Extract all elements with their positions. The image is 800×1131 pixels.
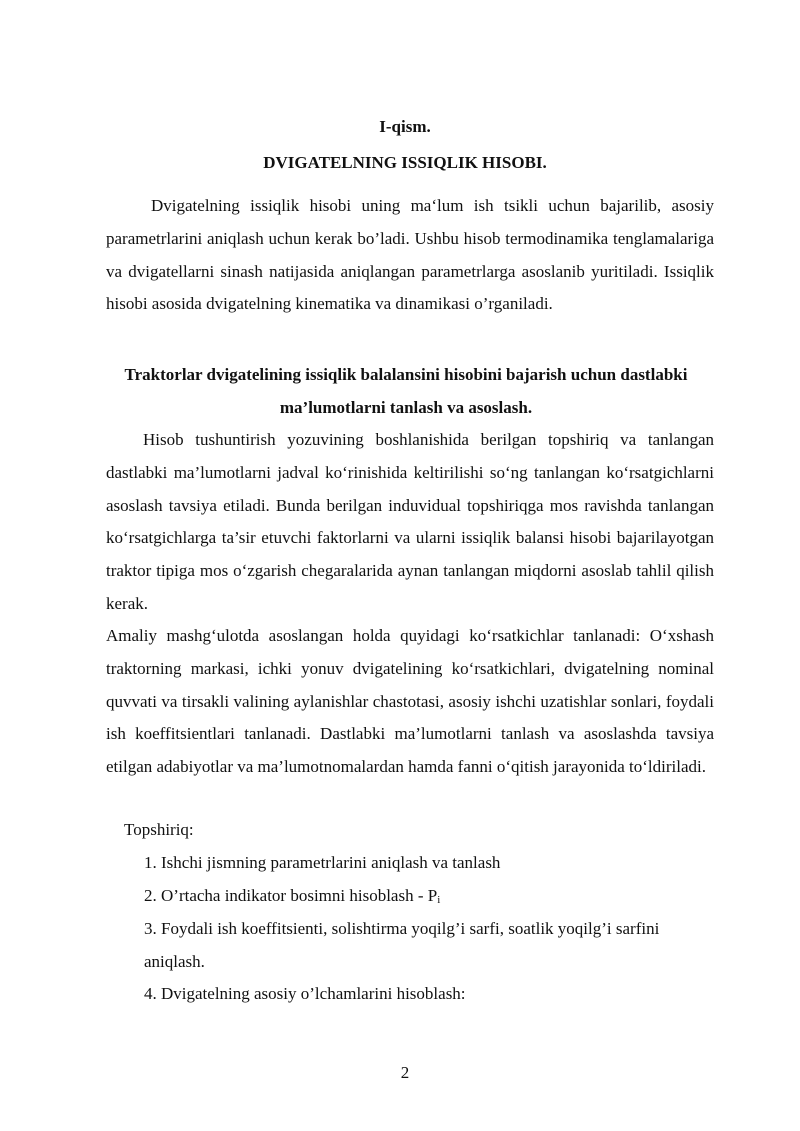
section-paragraph-2-text: Amaliy mashg‘ulotda asoslangan holda quyidagi ko‘rsatkichlar tanlanadi: O‘xshash traktorning markasi, ichki yonuv dvigatelining ko‘rsatkichlari, dvigatelning nominal quvvati va tirsakli valining aylanishlar chastotasi, asosiy ishchi uzatishlar sonlari, foydali ish koeffitsientlari tanlanadi. Dastlabki ma’lumotlarni tanlash va asoslashda tavsiya etilgan adabiyotlar va ma’lumotnomalardan hamda fanni o‘qitish jarayonida to‘ldiriladi.: [106, 626, 714, 777]
section-paragraph-1: [106, 424, 714, 621]
task-item-3: 3. Foydali ish koeffitsienti, solishtirma yoqilg’i sarfi, soatlik yoqilg’i sarfini aniqlash.: [144, 919, 660, 971]
intro-paragraph-text: Dvigatelning issiqlik hisobi uning ma‘lum ish tsikli uchun bajarilib, asosiy parametrlarini aniqlash uchun kerak bo’ladi. Ushbu hisob termodinamika tenglamalariga va dvigatellarni sinash natijasida aniqlangan parametrlarga asoslanib yuritiladi. Issiqlik hisobi asosida dvigatelning kinematika va dinamikasi o’rganiladi.: [106, 196, 714, 314]
task-item-1: 1. Ishchi jismning parametrlarini aniqlash va tanlash: [144, 853, 501, 872]
task-item-2-text: 2. O’rtacha indikator bosimni hisoblash - P: [144, 886, 438, 905]
section-heading: Traktorlar dvigatelining issiqlik balalansini hisobini bajarish uchun dastlabki ma’lumotlarni tanlash va asoslash.: [124, 365, 688, 417]
part-title: I-qism.: [379, 117, 431, 136]
task-item-4: 4. Dvigatelning asosiy o’lchamlarini hisoblash:: [144, 984, 466, 1003]
section-paragraph-2: [106, 620, 714, 784]
section-paragraph-1-text: Hisob tushuntirish yozuvining boshlanishida berilgan topshiriq va tanlangan dastlabki ma’lumotlarni jadval ko‘rinishida keltirilishi so‘ng tanlangan ko‘rsatgichlarni asoslash tavsiya etiladi. Bunda berilgan induvidual topshiriqga mos ravishda tanlangan ko‘rsatgichlarga ta’sir etuvchi faktorlarni va ularni issiqlik balansi hisobi bajarilayotgan traktor tipiga mos o‘zgarish chegaralarida aynan tanlangan miqdorni asoslab tahlil qilish kerak.: [106, 430, 714, 613]
page-number: 2: [400, 1063, 410, 1082]
task-item-2-subscript: i: [437, 894, 441, 906]
main-title: DVIGATELNING ISSIQLIK HISOBI.: [263, 153, 547, 172]
intro-paragraph: [106, 190, 714, 321]
task-label: Topshiriq:: [124, 820, 194, 839]
